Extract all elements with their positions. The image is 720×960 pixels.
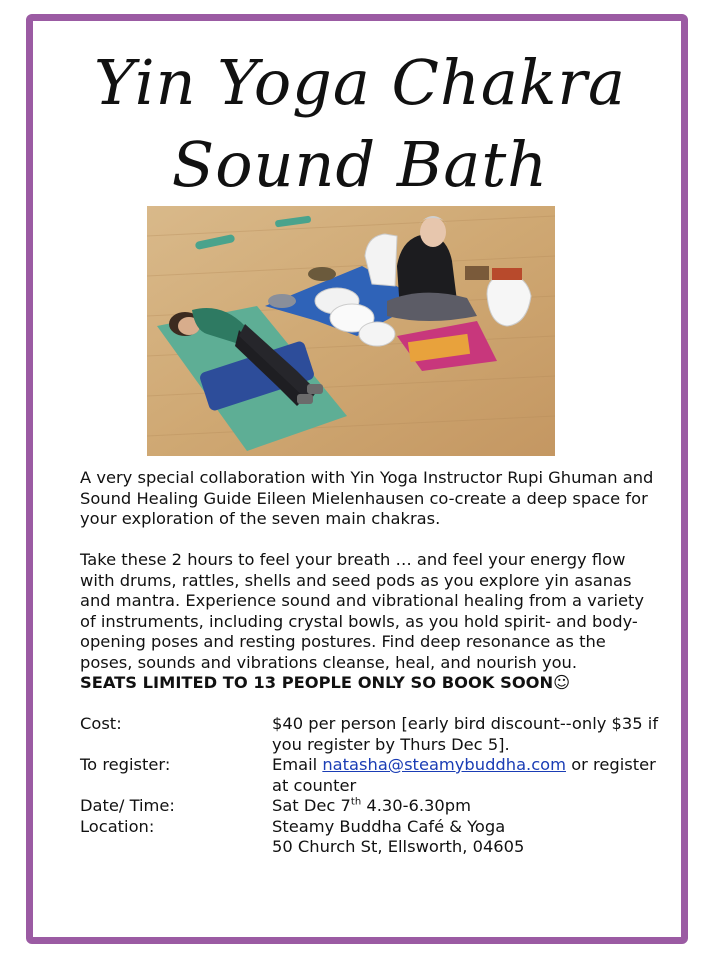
location-value <box>272 817 660 858</box>
location-line-1: Steamy Buddha Café & Yoga <box>272 816 506 836</box>
date-label: Date/ Time: <box>80 796 175 815</box>
register-suffix: or register at counter <box>272 755 656 795</box>
seats-notice: SEATS LIMITED TO 13 PEOPLE ONLY SO BOOK SOON☺ <box>80 673 571 692</box>
cost-row <box>80 714 660 755</box>
cost-value: $40 per person [early bird discount--only $35 if you register by Thurs Dec 5]. <box>272 714 659 754</box>
register-label: To register: <box>80 755 171 774</box>
description-paragraph: Take these 2 hours to feel your breath … and feel your energy flow with drums, rattles, shells and seed pods as you explore yin asanas and mantra. Experience sound and vibrational healing from a variety of instruments, including crystal bowls, as you hold spirit- and body-opening poses and resting postures. Find deep resonance as the poses, sounds and vibrations cleanse, heal, and nourish you. <box>80 550 645 672</box>
date-row <box>80 796 660 817</box>
date-suffix: th <box>350 796 362 808</box>
date-value <box>272 796 660 817</box>
title-line-1: Yin Yoga Chakra <box>93 46 627 119</box>
date-time: 4.30-6.30pm <box>366 796 471 815</box>
location-line-2: 50 Church St, Ellsworth, 04605 <box>272 837 525 856</box>
yoga-sound-bath-photo <box>147 206 555 456</box>
cost-label: Cost: <box>80 714 122 733</box>
intro-paragraph: A very special collaboration with Yin Yoga Instructor Rupi Ghuman and Sound Healing Guide Eileen Mielenhausen co-create a deep space for your exploration of the seven main chakras. <box>80 468 654 528</box>
register-value <box>272 755 660 796</box>
location-label: Location: <box>80 816 155 836</box>
date-day: Sat Dec 7 <box>272 796 351 815</box>
register-prefix: Email <box>272 755 318 774</box>
register-row <box>80 755 660 796</box>
event-description <box>80 468 660 858</box>
email-link[interactable]: natasha@steamybuddha.com <box>322 755 566 774</box>
event-photo <box>147 206 555 456</box>
location-row <box>80 817 660 858</box>
title-line-2: Sound Bath <box>171 128 549 201</box>
